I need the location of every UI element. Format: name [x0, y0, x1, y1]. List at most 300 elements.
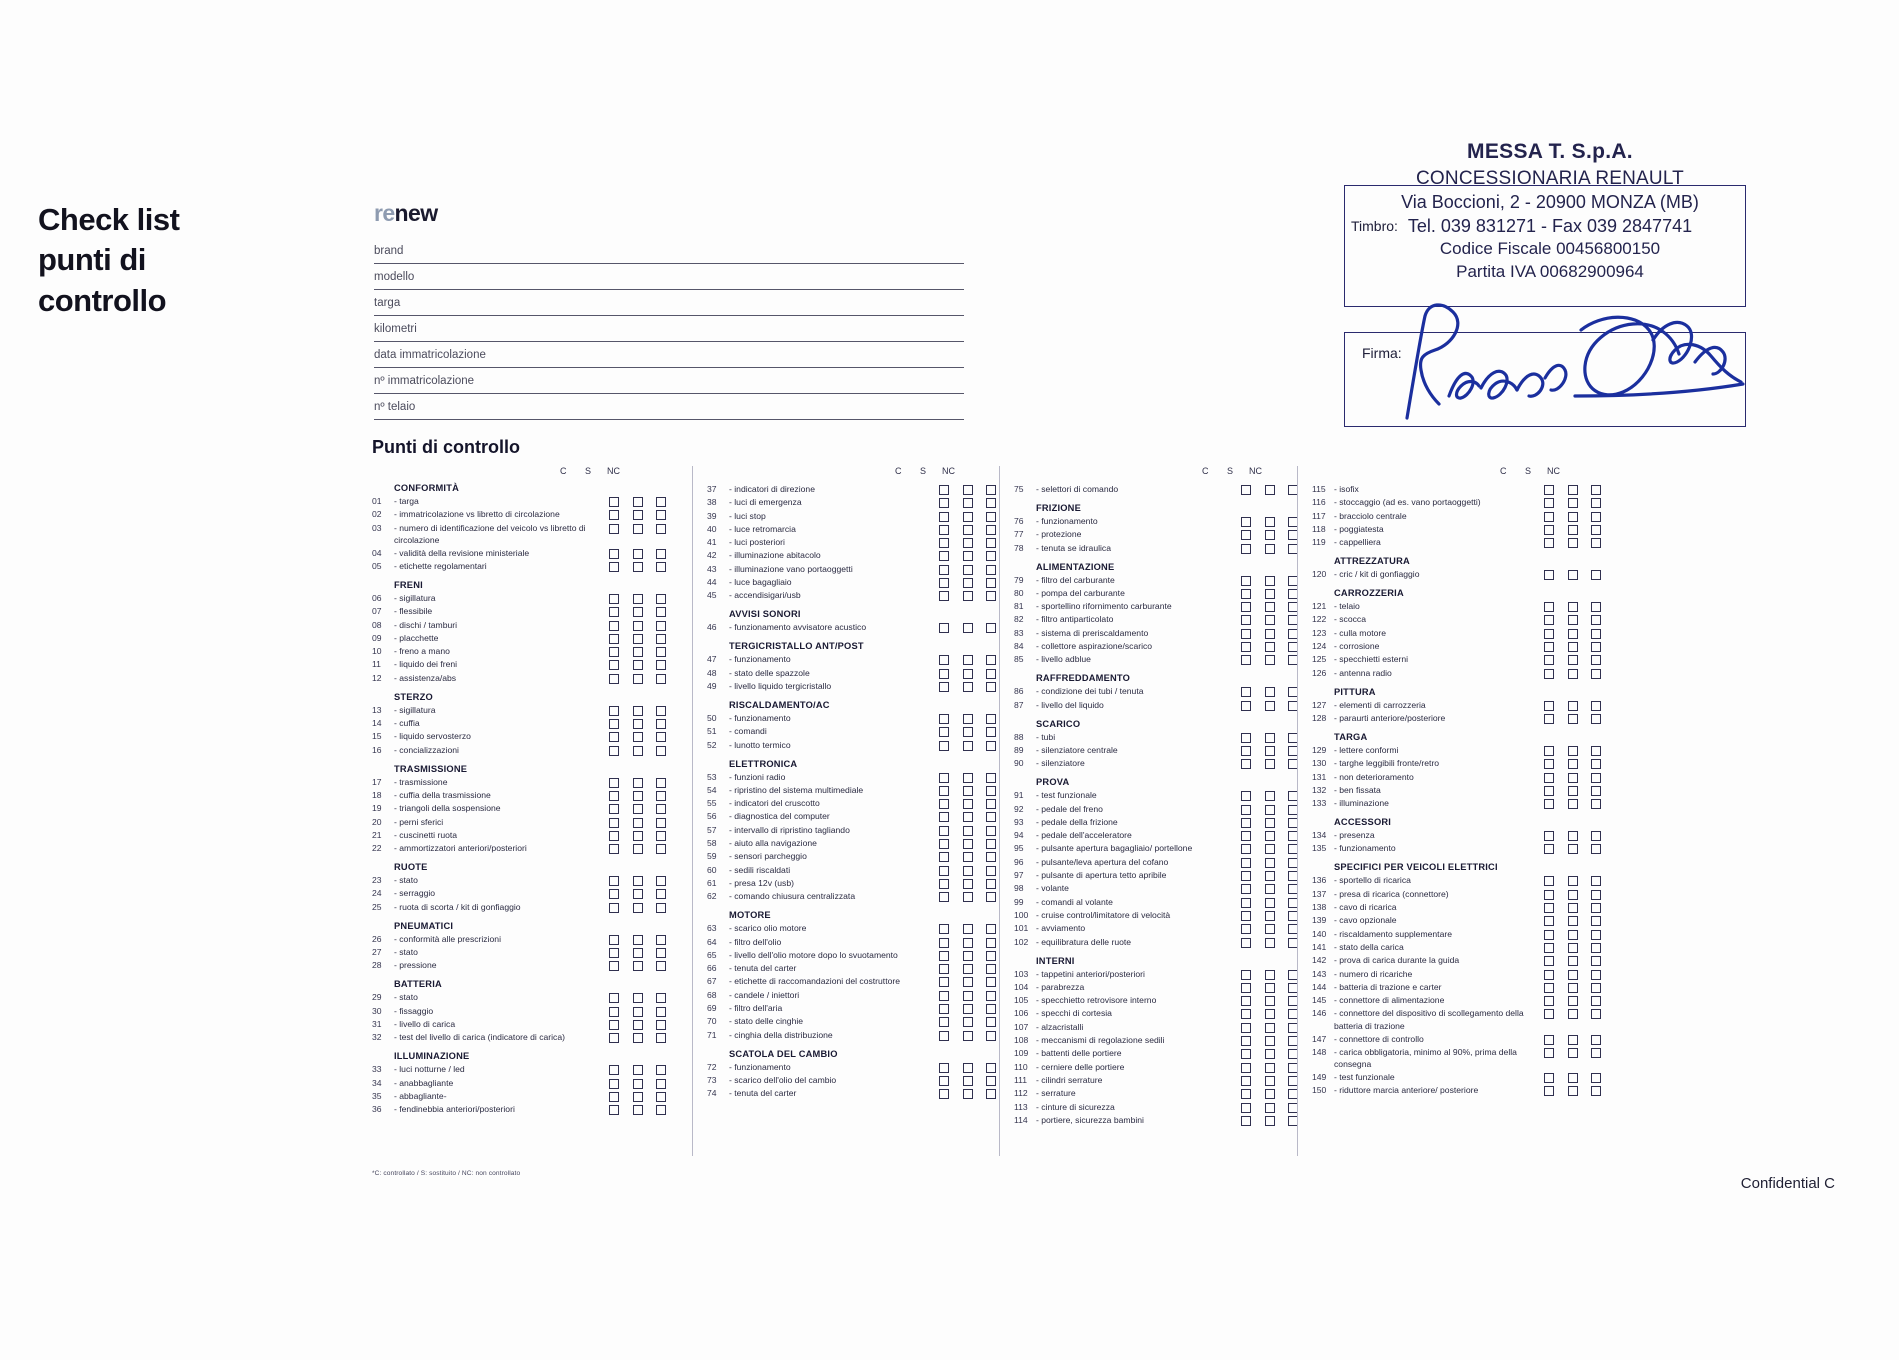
checkbox-s[interactable] [1568, 799, 1578, 809]
checkbox-c[interactable] [939, 773, 949, 783]
checkbox-nc[interactable] [986, 538, 996, 548]
checkbox-s[interactable] [633, 889, 643, 899]
checkbox-nc[interactable] [1591, 746, 1601, 756]
checkbox-c[interactable] [1241, 831, 1251, 841]
checkbox-nc[interactable] [1591, 498, 1601, 508]
checkbox-c[interactable] [1241, 1009, 1251, 1019]
checkbox-nc[interactable] [656, 1033, 666, 1043]
checkbox-s[interactable] [963, 799, 973, 809]
checkbox-s[interactable] [633, 831, 643, 841]
checkbox-s[interactable] [633, 607, 643, 617]
checkbox-s[interactable] [963, 727, 973, 737]
checkbox-nc[interactable] [986, 951, 996, 961]
checkbox-s[interactable] [1265, 1009, 1275, 1019]
checkbox-s[interactable] [1568, 602, 1578, 612]
checkbox-s[interactable] [1568, 970, 1578, 980]
checkbox-nc[interactable] [1591, 759, 1601, 769]
checkbox-s[interactable] [633, 1020, 643, 1030]
checkbox-nc[interactable] [986, 682, 996, 692]
checkbox-nc[interactable] [1591, 485, 1601, 495]
checkbox-nc[interactable] [986, 741, 996, 751]
checkbox-c[interactable] [1241, 898, 1251, 908]
checkbox-c[interactable] [1241, 687, 1251, 697]
checkbox-c[interactable] [1544, 629, 1554, 639]
field-row[interactable] [374, 375, 964, 401]
checkbox-c[interactable] [939, 964, 949, 974]
checkbox-s[interactable] [963, 485, 973, 495]
checkbox-c[interactable] [1544, 876, 1554, 886]
checkbox-nc[interactable] [986, 852, 996, 862]
checkbox-nc[interactable] [656, 497, 666, 507]
checkbox-c[interactable] [609, 1079, 619, 1089]
checkbox-nc[interactable] [986, 786, 996, 796]
checkbox-s[interactable] [1568, 669, 1578, 679]
checkbox-c[interactable] [1544, 602, 1554, 612]
checkbox-nc[interactable] [986, 565, 996, 575]
checkbox-s[interactable] [1265, 1089, 1275, 1099]
checkbox-c[interactable] [939, 682, 949, 692]
checkbox-nc[interactable] [1591, 956, 1601, 966]
checkbox-c[interactable] [1241, 871, 1251, 881]
checkbox-s[interactable] [1568, 615, 1578, 625]
checkbox-c[interactable] [1544, 570, 1554, 580]
checkbox-nc[interactable] [656, 746, 666, 756]
checkbox-nc[interactable] [986, 812, 996, 822]
checkbox-c[interactable] [1544, 1048, 1554, 1058]
checkbox-nc[interactable] [656, 621, 666, 631]
checkbox-c[interactable] [1544, 890, 1554, 900]
checkbox-nc[interactable] [1591, 831, 1601, 841]
checkbox-c[interactable] [1241, 485, 1251, 495]
checkbox-c[interactable] [939, 655, 949, 665]
checkbox-c[interactable] [939, 812, 949, 822]
checkbox-nc[interactable] [656, 647, 666, 657]
checkbox-nc[interactable] [656, 674, 666, 684]
checkbox-s[interactable] [633, 1007, 643, 1017]
checkbox-c[interactable] [609, 876, 619, 886]
checkbox-s[interactable] [963, 655, 973, 665]
checkbox-c[interactable] [1241, 733, 1251, 743]
checkbox-c[interactable] [1241, 996, 1251, 1006]
checkbox-c[interactable] [1544, 970, 1554, 980]
checkbox-c[interactable] [1544, 773, 1554, 783]
checkbox-nc[interactable] [986, 1063, 996, 1073]
checkbox-s[interactable] [1568, 786, 1578, 796]
checkbox-c[interactable] [609, 935, 619, 945]
field-row[interactable] [374, 245, 964, 271]
checkbox-s[interactable] [1568, 943, 1578, 953]
checkbox-c[interactable] [1241, 615, 1251, 625]
checkbox-nc[interactable] [1591, 876, 1601, 886]
checkbox-s[interactable] [963, 741, 973, 751]
checkbox-nc[interactable] [656, 831, 666, 841]
checkbox-nc[interactable] [656, 1092, 666, 1102]
checkbox-s[interactable] [1568, 498, 1578, 508]
checkbox-c[interactable] [939, 866, 949, 876]
checkbox-c[interactable] [609, 844, 619, 854]
checkbox-s[interactable] [963, 852, 973, 862]
checkbox-nc[interactable] [986, 727, 996, 737]
checkbox-c[interactable] [609, 497, 619, 507]
checkbox-s[interactable] [1265, 938, 1275, 948]
checkbox-s[interactable] [963, 964, 973, 974]
checkbox-nc[interactable] [656, 935, 666, 945]
checkbox-s[interactable] [633, 791, 643, 801]
checkbox-c[interactable] [609, 621, 619, 631]
checkbox-c[interactable] [609, 1065, 619, 1075]
field-row[interactable] [374, 401, 964, 427]
checkbox-s[interactable] [1568, 655, 1578, 665]
checkbox-s[interactable] [963, 1017, 973, 1027]
checkbox-s[interactable] [1568, 701, 1578, 711]
checkbox-s[interactable] [1568, 916, 1578, 926]
checkbox-s[interactable] [1568, 714, 1578, 724]
checkbox-s[interactable] [1265, 642, 1275, 652]
checkbox-c[interactable] [1544, 655, 1554, 665]
checkbox-c[interactable] [939, 951, 949, 961]
checkbox-s[interactable] [963, 866, 973, 876]
checkbox-s[interactable] [1568, 831, 1578, 841]
checkbox-s[interactable] [1265, 924, 1275, 934]
checkbox-c[interactable] [609, 706, 619, 716]
checkbox-c[interactable] [609, 719, 619, 729]
checkbox-nc[interactable] [986, 839, 996, 849]
checkbox-c[interactable] [1544, 498, 1554, 508]
checkbox-s[interactable] [1568, 876, 1578, 886]
checkbox-c[interactable] [1241, 759, 1251, 769]
checkbox-s[interactable] [963, 1031, 973, 1041]
checkbox-c[interactable] [609, 778, 619, 788]
checkbox-nc[interactable] [656, 903, 666, 913]
checkbox-nc[interactable] [656, 1065, 666, 1075]
checkbox-nc[interactable] [1591, 773, 1601, 783]
checkbox-s[interactable] [963, 591, 973, 601]
checkbox-s[interactable] [633, 1105, 643, 1115]
checkbox-s[interactable] [633, 1092, 643, 1102]
checkbox-s[interactable] [1265, 1116, 1275, 1126]
checkbox-c[interactable] [609, 674, 619, 684]
checkbox-s[interactable] [1265, 858, 1275, 868]
checkbox-s[interactable] [1265, 871, 1275, 881]
checkbox-s[interactable] [1568, 1048, 1578, 1058]
checkbox-c[interactable] [939, 512, 949, 522]
checkbox-s[interactable] [1568, 629, 1578, 639]
checkbox-s[interactable] [1265, 1023, 1275, 1033]
checkbox-s[interactable] [633, 549, 643, 559]
checkbox-c[interactable] [939, 551, 949, 561]
checkbox-s[interactable] [633, 674, 643, 684]
checkbox-s[interactable] [963, 839, 973, 849]
checkbox-nc[interactable] [986, 655, 996, 665]
checkbox-s[interactable] [1265, 805, 1275, 815]
checkbox-nc[interactable] [986, 866, 996, 876]
checkbox-nc[interactable] [656, 804, 666, 814]
checkbox-nc[interactable] [986, 799, 996, 809]
checkbox-c[interactable] [939, 924, 949, 934]
checkbox-s[interactable] [963, 991, 973, 1001]
checkbox-c[interactable] [1241, 655, 1251, 665]
checkbox-c[interactable] [1241, 629, 1251, 639]
checkbox-nc[interactable] [986, 879, 996, 889]
checkbox-c[interactable] [1241, 1089, 1251, 1099]
checkbox-nc[interactable] [986, 591, 996, 601]
checkbox-s[interactable] [633, 844, 643, 854]
checkbox-s[interactable] [963, 578, 973, 588]
checkbox-c[interactable] [609, 804, 619, 814]
field-row[interactable] [374, 297, 964, 323]
checkbox-s[interactable] [633, 594, 643, 604]
checkbox-c[interactable] [609, 634, 619, 644]
checkbox-s[interactable] [963, 1063, 973, 1073]
checkbox-nc[interactable] [1591, 642, 1601, 652]
checkbox-s[interactable] [1568, 538, 1578, 548]
checkbox-c[interactable] [1544, 512, 1554, 522]
checkbox-nc[interactable] [1591, 1073, 1601, 1083]
checkbox-nc[interactable] [1591, 1035, 1601, 1045]
checkbox-s[interactable] [1265, 589, 1275, 599]
checkbox-c[interactable] [939, 1017, 949, 1027]
checkbox-s[interactable] [1265, 517, 1275, 527]
checkbox-s[interactable] [633, 778, 643, 788]
checkbox-nc[interactable] [1591, 655, 1601, 665]
checkbox-nc[interactable] [656, 844, 666, 854]
checkbox-s[interactable] [1265, 844, 1275, 854]
checkbox-c[interactable] [939, 538, 949, 548]
checkbox-s[interactable] [1265, 911, 1275, 921]
checkbox-s[interactable] [1265, 1049, 1275, 1059]
checkbox-s[interactable] [1568, 642, 1578, 652]
checkbox-nc[interactable] [656, 778, 666, 788]
checkbox-nc[interactable] [986, 525, 996, 535]
checkbox-nc[interactable] [986, 1076, 996, 1086]
checkbox-c[interactable] [1241, 701, 1251, 711]
checkbox-c[interactable] [609, 791, 619, 801]
checkbox-nc[interactable] [1591, 512, 1601, 522]
checkbox-c[interactable] [609, 607, 619, 617]
checkbox-c[interactable] [939, 741, 949, 751]
checkbox-nc[interactable] [986, 977, 996, 987]
checkbox-c[interactable] [609, 1105, 619, 1115]
checkbox-nc[interactable] [656, 524, 666, 534]
checkbox-s[interactable] [963, 1076, 973, 1086]
checkbox-s[interactable] [963, 951, 973, 961]
checkbox-nc[interactable] [986, 892, 996, 902]
checkbox-s[interactable] [1568, 890, 1578, 900]
checkbox-c[interactable] [939, 623, 949, 633]
checkbox-s[interactable] [1568, 773, 1578, 783]
checkbox-c[interactable] [609, 647, 619, 657]
checkbox-s[interactable] [633, 948, 643, 958]
checkbox-nc[interactable] [656, 1079, 666, 1089]
checkbox-s[interactable] [633, 497, 643, 507]
checkbox-s[interactable] [1265, 629, 1275, 639]
checkbox-c[interactable] [609, 818, 619, 828]
checkbox-c[interactable] [1241, 924, 1251, 934]
checkbox-c[interactable] [1544, 538, 1554, 548]
checkbox-s[interactable] [1568, 759, 1578, 769]
checkbox-c[interactable] [939, 565, 949, 575]
checkbox-c[interactable] [1241, 1103, 1251, 1113]
field-row[interactable] [374, 349, 964, 375]
checkbox-s[interactable] [963, 1089, 973, 1099]
checkbox-s[interactable] [1568, 996, 1578, 1006]
checkbox-s[interactable] [633, 903, 643, 913]
checkbox-nc[interactable] [656, 607, 666, 617]
checkbox-s[interactable] [1265, 1076, 1275, 1086]
checkbox-s[interactable] [1265, 602, 1275, 612]
checkbox-s[interactable] [1568, 1073, 1578, 1083]
checkbox-c[interactable] [609, 993, 619, 1003]
checkbox-c[interactable] [939, 799, 949, 809]
checkbox-s[interactable] [963, 551, 973, 561]
checkbox-s[interactable] [963, 924, 973, 934]
checkbox-s[interactable] [1568, 525, 1578, 535]
checkbox-c[interactable] [939, 498, 949, 508]
checkbox-nc[interactable] [656, 889, 666, 899]
checkbox-nc[interactable] [1591, 701, 1601, 711]
checkbox-nc[interactable] [656, 706, 666, 716]
checkbox-s[interactable] [963, 682, 973, 692]
checkbox-s[interactable] [1265, 898, 1275, 908]
checkbox-nc[interactable] [1591, 1048, 1601, 1058]
checkbox-c[interactable] [939, 591, 949, 601]
checkbox-s[interactable] [633, 719, 643, 729]
checkbox-s[interactable] [1568, 746, 1578, 756]
checkbox-nc[interactable] [986, 1017, 996, 1027]
checkbox-s[interactable] [633, 647, 643, 657]
checkbox-c[interactable] [939, 1004, 949, 1014]
checkbox-c[interactable] [609, 961, 619, 971]
checkbox-c[interactable] [609, 903, 619, 913]
checkbox-s[interactable] [633, 660, 643, 670]
checkbox-s[interactable] [633, 634, 643, 644]
checkbox-s[interactable] [1568, 930, 1578, 940]
checkbox-c[interactable] [1544, 956, 1554, 966]
checkbox-c[interactable] [1544, 759, 1554, 769]
checkbox-c[interactable] [939, 938, 949, 948]
checkbox-s[interactable] [1265, 831, 1275, 841]
checkbox-nc[interactable] [1591, 525, 1601, 535]
checkbox-c[interactable] [1241, 544, 1251, 554]
checkbox-c[interactable] [1544, 799, 1554, 809]
checkbox-c[interactable] [939, 669, 949, 679]
checkbox-c[interactable] [939, 485, 949, 495]
checkbox-s[interactable] [1568, 903, 1578, 913]
checkbox-nc[interactable] [986, 1004, 996, 1014]
checkbox-c[interactable] [1544, 746, 1554, 756]
checkbox-nc[interactable] [1591, 916, 1601, 926]
checkbox-nc[interactable] [656, 1007, 666, 1017]
checkbox-nc[interactable] [1591, 538, 1601, 548]
checkbox-c[interactable] [1241, 746, 1251, 756]
checkbox-s[interactable] [1265, 530, 1275, 540]
checkbox-nc[interactable] [986, 938, 996, 948]
checkbox-s[interactable] [633, 1033, 643, 1043]
checkbox-nc[interactable] [1591, 1009, 1601, 1019]
checkbox-s[interactable] [963, 773, 973, 783]
checkbox-s[interactable] [963, 1004, 973, 1014]
checkbox-s[interactable] [1568, 956, 1578, 966]
checkbox-s[interactable] [1265, 818, 1275, 828]
checkbox-c[interactable] [1544, 983, 1554, 993]
checkbox-nc[interactable] [1591, 799, 1601, 809]
checkbox-c[interactable] [1544, 1073, 1554, 1083]
checkbox-nc[interactable] [1591, 930, 1601, 940]
checkbox-s[interactable] [1568, 1009, 1578, 1019]
checkbox-c[interactable] [609, 660, 619, 670]
checkbox-c[interactable] [939, 892, 949, 902]
checkbox-s[interactable] [963, 512, 973, 522]
checkbox-s[interactable] [1265, 996, 1275, 1006]
checkbox-c[interactable] [1544, 930, 1554, 940]
checkbox-nc[interactable] [656, 719, 666, 729]
checkbox-s[interactable] [1568, 1086, 1578, 1096]
checkbox-nc[interactable] [656, 510, 666, 520]
checkbox-nc[interactable] [986, 498, 996, 508]
checkbox-c[interactable] [1544, 714, 1554, 724]
checkbox-nc[interactable] [986, 1031, 996, 1041]
checkbox-nc[interactable] [656, 1020, 666, 1030]
checkbox-s[interactable] [963, 565, 973, 575]
checkbox-nc[interactable] [1591, 983, 1601, 993]
checkbox-c[interactable] [1544, 485, 1554, 495]
checkbox-s[interactable] [1265, 746, 1275, 756]
checkbox-nc[interactable] [986, 623, 996, 633]
checkbox-nc[interactable] [1591, 943, 1601, 953]
checkbox-s[interactable] [1265, 733, 1275, 743]
checkbox-nc[interactable] [986, 924, 996, 934]
checkbox-c[interactable] [1241, 805, 1251, 815]
checkbox-c[interactable] [939, 1076, 949, 1086]
checkbox-nc[interactable] [656, 562, 666, 572]
checkbox-c[interactable] [1241, 576, 1251, 586]
checkbox-nc[interactable] [656, 818, 666, 828]
checkbox-nc[interactable] [1591, 714, 1601, 724]
checkbox-c[interactable] [609, 1020, 619, 1030]
checkbox-s[interactable] [633, 993, 643, 1003]
checkbox-c[interactable] [1544, 642, 1554, 652]
checkbox-nc[interactable] [986, 1089, 996, 1099]
checkbox-nc[interactable] [1591, 970, 1601, 980]
checkbox-c[interactable] [1241, 1036, 1251, 1046]
checkbox-c[interactable] [939, 977, 949, 987]
checkbox-nc[interactable] [656, 993, 666, 1003]
checkbox-nc[interactable] [986, 551, 996, 561]
checkbox-c[interactable] [1241, 530, 1251, 540]
checkbox-nc[interactable] [656, 732, 666, 742]
checkbox-c[interactable] [609, 594, 619, 604]
checkbox-c[interactable] [939, 727, 949, 737]
checkbox-c[interactable] [939, 1031, 949, 1041]
checkbox-c[interactable] [1544, 996, 1554, 1006]
checkbox-s[interactable] [1568, 570, 1578, 580]
checkbox-nc[interactable] [986, 826, 996, 836]
checkbox-s[interactable] [633, 732, 643, 742]
checkbox-s[interactable] [963, 498, 973, 508]
checkbox-nc[interactable] [656, 660, 666, 670]
checkbox-c[interactable] [609, 1092, 619, 1102]
checkbox-nc[interactable] [986, 669, 996, 679]
checkbox-nc[interactable] [1591, 996, 1601, 1006]
checkbox-nc[interactable] [1591, 629, 1601, 639]
checkbox-c[interactable] [1241, 818, 1251, 828]
checkbox-s[interactable] [963, 879, 973, 889]
checkbox-s[interactable] [1265, 576, 1275, 586]
checkbox-s[interactable] [963, 812, 973, 822]
checkbox-c[interactable] [1544, 615, 1554, 625]
checkbox-c[interactable] [609, 831, 619, 841]
checkbox-s[interactable] [1265, 791, 1275, 801]
